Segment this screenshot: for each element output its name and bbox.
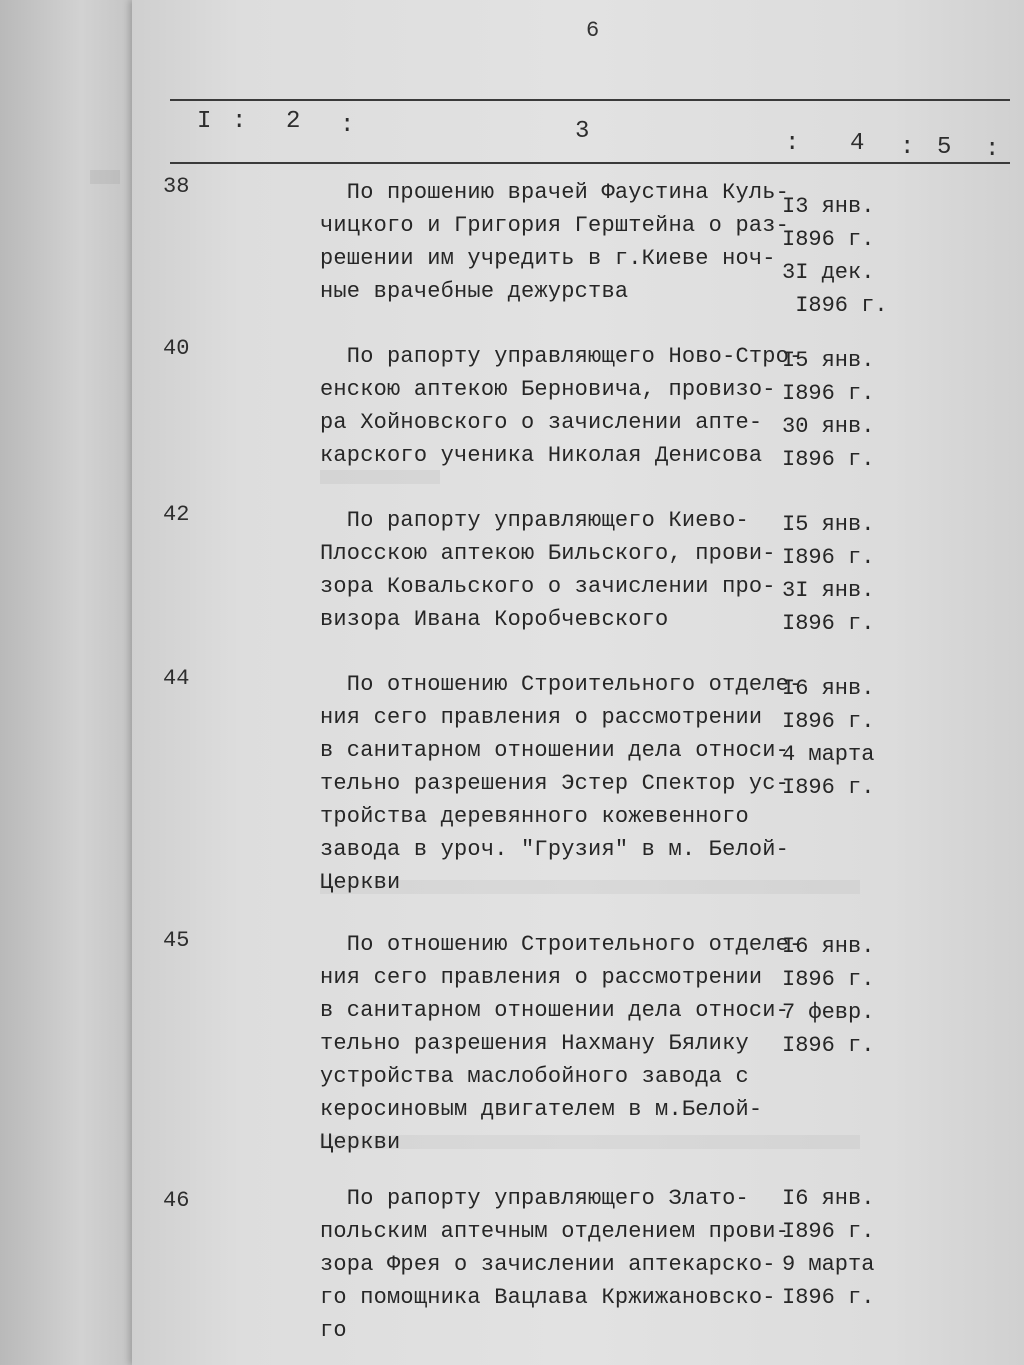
date-line: I896 г. [782, 967, 875, 992]
entry-line: тельно разрешения Эстер Спектор ус- [320, 771, 790, 796]
entry-description [320, 928, 803, 1159]
entry-line: Церкви [320, 1130, 401, 1155]
entry-description [320, 1182, 790, 1347]
entry-line: По отношению Строительного отделе- [320, 672, 803, 697]
column-header-5: 5 [937, 134, 953, 161]
entry-number: 45 [163, 928, 190, 953]
entry-line: решении им учредить в г.Киеве ноч- [320, 246, 776, 271]
entry-line: го [320, 1318, 347, 1343]
date-line: 7 февр. [782, 1000, 875, 1025]
entry-line: карского ученика Николая Денисова [320, 443, 763, 468]
entry-number: 42 [163, 502, 190, 527]
entry-line: устройства маслобойного завода с [320, 1064, 749, 1089]
date-line: I6 янв. [782, 1186, 875, 1211]
entry-description [320, 176, 790, 308]
previous-page-edge [0, 0, 135, 1365]
date-line: I896 г. [782, 381, 875, 406]
entry-line: зора Фрея о зачислении аптекарско- [320, 1252, 776, 1277]
entry-line: ния сего правления о рассмотрении [320, 965, 763, 990]
entry-line: тельно разрешения Нахману Бялику [320, 1031, 749, 1056]
entry-dates [782, 672, 892, 804]
entry-line: По прошению врачей Фаустина Куль- [320, 180, 790, 205]
date-line: 9 марта [782, 1252, 875, 1277]
entry-number: 46 [163, 1188, 190, 1213]
date-line: I6 янв. [782, 676, 875, 701]
column-separator: : [785, 130, 801, 157]
entry-line: польским аптечным отделением прови- [320, 1219, 790, 1244]
date-line: I3 янв. [782, 194, 875, 219]
date-line: 3I янв. [782, 578, 875, 603]
bleed-through-mark [90, 170, 120, 184]
date-line: I896 г. [782, 1219, 875, 1244]
entry-line: визора Ивана Коробчевского [320, 607, 669, 632]
entry-number: 38 [163, 174, 190, 199]
entry-line: в санитарном отношении дела относи- [320, 738, 790, 763]
date-line: I6 янв. [782, 934, 875, 959]
column-header-4: 4 [850, 130, 866, 157]
entry-line: в санитарном отношении дела относи- [320, 998, 790, 1023]
date-line: I896 г. [782, 227, 875, 252]
date-line: I896 г. [782, 293, 888, 318]
date-line: I5 янв. [782, 348, 875, 373]
entry-line: Плосскою аптекою Бильского, прови- [320, 541, 776, 566]
entry-line: По отношению Строительного отделе- [320, 932, 803, 957]
column-separator: : [232, 108, 248, 135]
entry-number: 40 [163, 336, 190, 361]
entry-line: завода в уроч. "Грузия" в м. Белой- [320, 837, 790, 862]
entry-description [320, 340, 803, 472]
date-line: I896 г. [782, 611, 875, 636]
table-header-top-rule [170, 99, 1010, 101]
table-header-bottom-rule [170, 162, 1010, 164]
date-line: I896 г. [782, 447, 875, 472]
entry-line: тройства деревянного кожевенного [320, 804, 749, 829]
column-separator: : [985, 136, 1001, 163]
entry-line: По рапорту управляющего Киево- [320, 508, 749, 533]
date-line: 4 марта [782, 742, 875, 767]
entry-line: керосиновым двигателем в м.Белой- [320, 1097, 763, 1122]
date-line: I896 г. [782, 775, 875, 800]
date-line: I896 г. [782, 1285, 875, 1310]
date-line: I896 г. [782, 545, 875, 570]
column-header-1: I [197, 108, 213, 135]
entry-dates [782, 190, 892, 322]
entry-dates [782, 344, 892, 476]
date-line: 30 янв. [782, 414, 875, 439]
entry-line: енскою аптекою Берновича, провизо- [320, 377, 776, 402]
column-header-3: 3 [575, 118, 591, 145]
entry-line: Церкви [320, 870, 401, 895]
entry-description [320, 504, 775, 636]
column-separator: : [340, 112, 356, 139]
entry-line: По рапорту управляющего Ново-Стро- [320, 344, 803, 369]
entry-line: чицкого и Григория Герштейна о раз- [320, 213, 790, 238]
entry-number: 44 [163, 666, 190, 691]
entry-dates [782, 508, 892, 640]
bleed-through-mark [320, 470, 440, 484]
entry-line: го помощника Вацлава Кржижановско- [320, 1285, 776, 1310]
entry-line: ные врачебные дежурства [320, 279, 629, 304]
date-line: I896 г. [782, 1033, 875, 1058]
entry-dates [782, 930, 892, 1062]
column-header-2: 2 [286, 108, 302, 135]
entry-line: зора Ковальского о зачислении про- [320, 574, 776, 599]
page-number: 6 [586, 18, 600, 43]
entry-line: По рапорту управляющего Злато- [320, 1186, 749, 1211]
entry-line: ра Хойновского о зачислении апте- [320, 410, 763, 435]
column-separator: : [900, 134, 916, 161]
date-line: I896 г. [782, 709, 875, 734]
date-line: 3I дек. [782, 260, 875, 285]
entry-dates [782, 1182, 892, 1314]
entry-description [320, 668, 803, 899]
date-line: I5 янв. [782, 512, 875, 537]
entry-line: ния сего правления о рассмотрении [320, 705, 763, 730]
